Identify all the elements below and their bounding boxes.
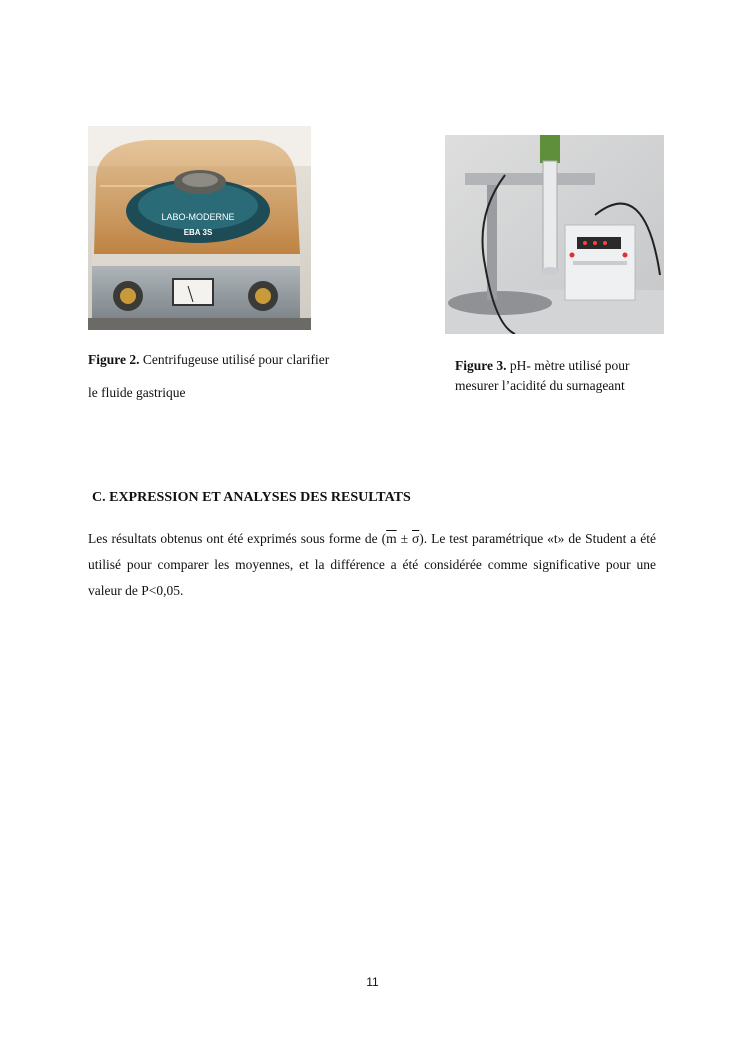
figure-3-caption	[455, 356, 675, 396]
mean-symbol: $\overline{m}$	[386, 531, 397, 546]
page-number: 11	[366, 975, 379, 989]
paragraph-text-start: Les résultats obtenus ont été exprimés sous forme de (	[88, 531, 387, 546]
figure-3-caption-line2: mesurer l’acidité du surnageant	[455, 378, 625, 393]
sigma-symbol: $\overline{\sigma}$	[411, 531, 420, 546]
centrifuge-photo	[88, 126, 311, 330]
centrifuge-illustration	[88, 126, 311, 330]
section-heading: C. EXPRESSION ET ANALYSES DES RESULTATS	[92, 490, 411, 505]
figure-3-caption-text: pH- mètre utilisé pour	[506, 358, 630, 373]
figure-2-caption	[88, 343, 388, 409]
figure-2-caption-line2: le fluide gastrique	[88, 385, 186, 400]
paragraph-text-end: ). Le test paramétrique «t» de Student a été utilisé pour comparer les moyennes, et la différence a été considérée comme significative pour une valeur de P<0,05.	[88, 531, 656, 598]
brand-label: LABO-MODERNE	[161, 212, 235, 222]
plus-minus-symbol: ±	[396, 531, 412, 546]
ph-meter-photo	[445, 135, 664, 334]
figure-2-caption-text: Centrifugeuse utilisé pour clarifier	[139, 352, 330, 367]
model-label: EBA 3S	[183, 228, 213, 237]
figure-3-label: Figure 3.	[455, 358, 507, 373]
ph-meter-illustration	[445, 135, 664, 334]
results-paragraph	[88, 526, 656, 604]
figure-2-label: Figure 2.	[88, 352, 140, 367]
